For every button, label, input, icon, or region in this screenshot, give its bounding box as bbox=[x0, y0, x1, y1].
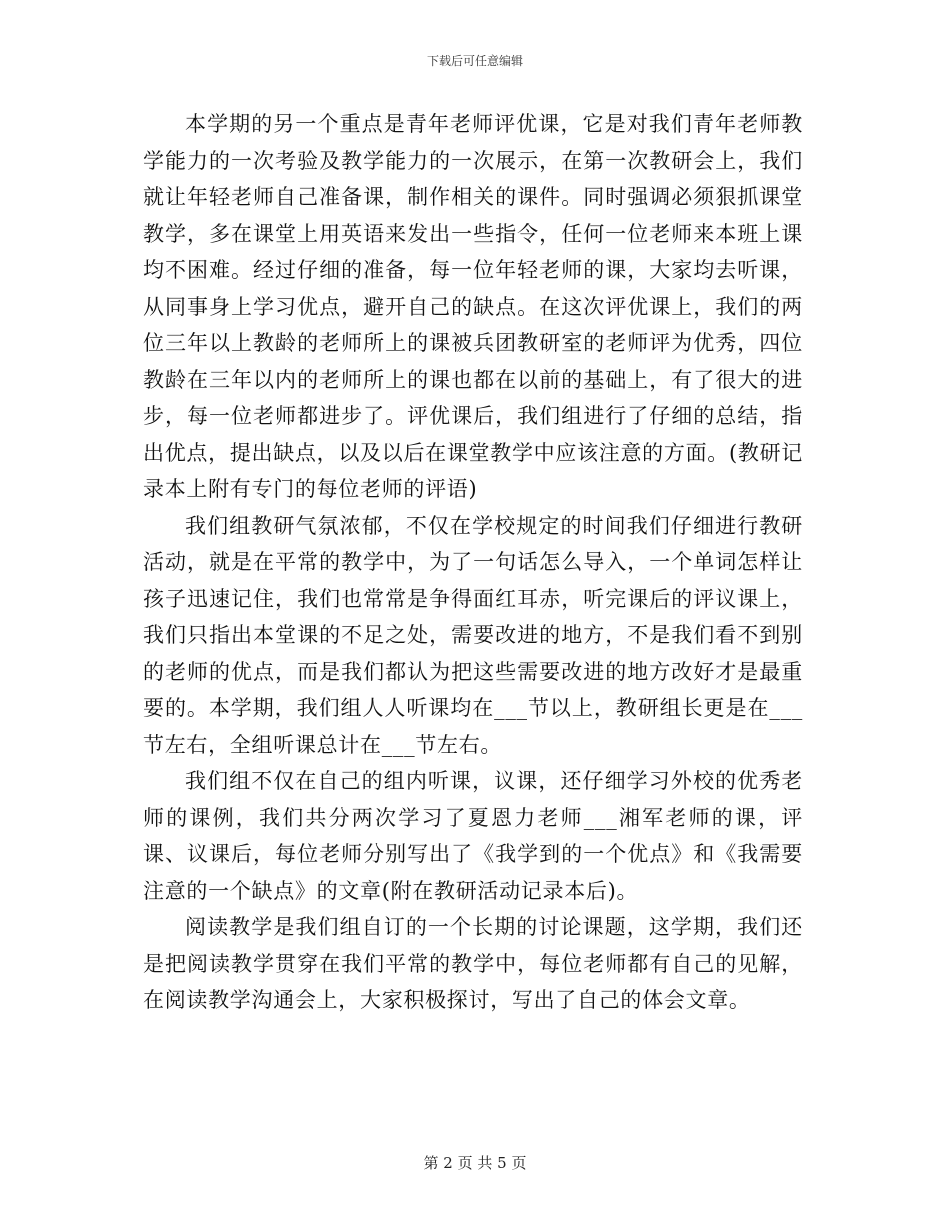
paragraph-3: 我们组不仅在自己的组内听课，议课，还仔细学习外校的优秀老师的课例，我们共分两次学习了夏恩力老师___湘军老师的课，评课、议课后，每位老师分别写出了《我学到的一个优点》和《我需要注意的一个缺点》的文章(附在教研活动记录本后)。 bbox=[143, 769, 803, 903]
document-body bbox=[143, 106, 803, 1019]
paragraph-1: 本学期的另一个重点是青年老师评优课，它是对我们青年老师教学能力的一次考验及教学能力的一次展示，在第一次教研会上，我们就让年轻老师自己准备课，制作相关的课件。同时强调必须狠抓课堂教学，多在课堂上用英语来发出一些指令，任何一位老师来本班上课均不困难。经过仔细的准备，每一位年轻老师的课，大家均去听课，从同事身上学习优点，避开自己的缺点。在这次评优课上，我们的两位三年以上教龄的老师所上的课被兵团教研室的老师评为优秀，四位教龄在三年以内的老师所上的课也都在以前的基础上，有了很大的进步，每一位老师都进步了。评优课后，我们组进行了仔细的总结，指出优点，提出缺点，以及以后在课堂教学中应该注意的方面。(教研记录本上附有专门的每位老师的评语) bbox=[143, 112, 803, 501]
page-number: 第 2 页 共 5 页 bbox=[423, 1154, 527, 1172]
paragraph-2: 我们组教研气氛浓郁，不仅在学校规定的时间我们仔细进行教研活动，就是在平常的教学中，为了一句话怎么导入，一个单词怎样让孩子迅速记住，我们也常常是争得面红耳赤，听完课后的评议课上，我们只指出本堂课的不足之处，需要改进的地方，不是我们看不到别的老师的优点，而是我们都认为把这些需要改进的地方改好才是最重要的。本学期，我们组人人听课均在___节以上，教研组长更是在___节左右，全组听课总计在___节左右。 bbox=[143, 513, 803, 757]
paragraph-4: 阅读教学是我们组自订的一个长期的讨论课题，这学期，我们还是把阅读教学贯穿在我们平常的教学中，每位老师都有自己的见解，在阅读教学沟通会上，大家积极探讨，写出了自己的体会文章。 bbox=[143, 915, 803, 1012]
page-header: 下载后可任意编辑 bbox=[426, 54, 523, 68]
